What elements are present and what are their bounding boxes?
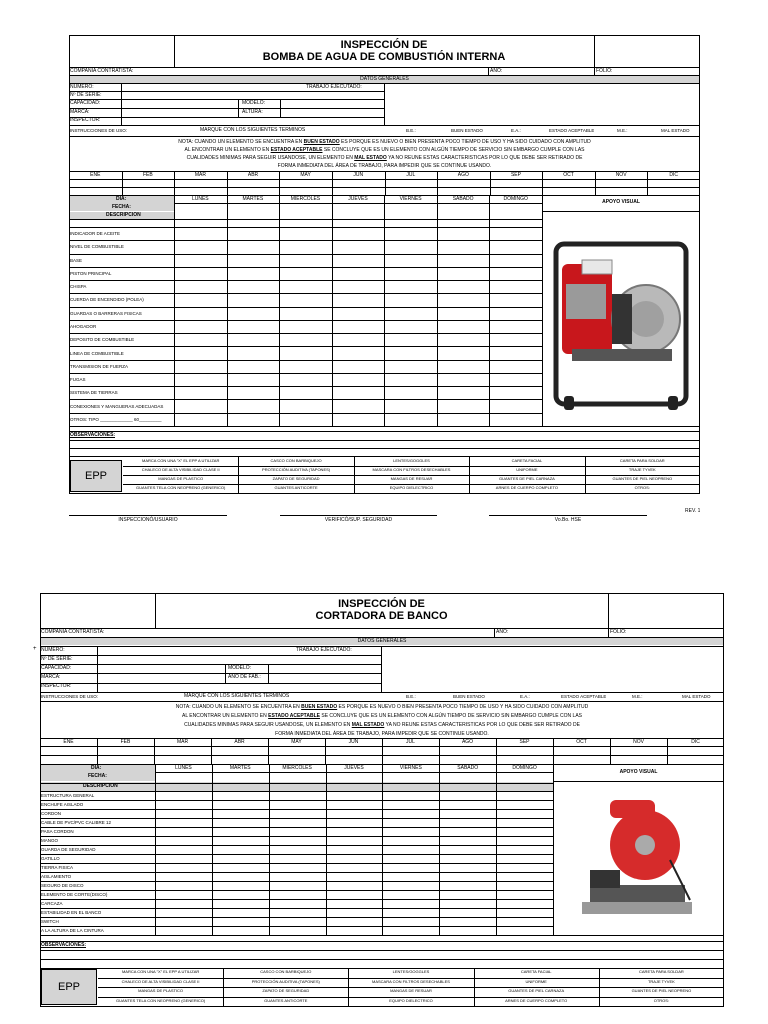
divider [69, 187, 700, 188]
day-label: VIERNES [399, 196, 422, 202]
rev-label: REV. 1 [685, 508, 701, 514]
item-label: DEPOSITO DE COMBUSTIBLE [70, 337, 135, 343]
epp-item: GUANTES DE PIEL NEOPRENO [631, 988, 692, 993]
marca-label: MARCA: [41, 674, 61, 680]
sig-vobo: Vo.Bo. HSE [489, 515, 647, 523]
divider [279, 171, 280, 195]
day-label: SABADO [457, 765, 479, 771]
epp-item: MANGAS DE RESUAR [390, 988, 432, 993]
divider [348, 968, 349, 1006]
day-label: SABADO [452, 196, 474, 202]
divider [69, 346, 542, 347]
epp-item: PROTECCIÓN AUDITIVA (TAPONES) [262, 467, 331, 472]
month-label: MAY [291, 739, 302, 745]
divider [496, 738, 497, 764]
day-label: VIERNES [399, 765, 422, 771]
stray-mark: + [33, 646, 37, 652]
epp-item: LENTES/GOGGLES [393, 458, 430, 463]
altura-label: ALTURA: [242, 109, 263, 115]
legend-be: B.E.: [406, 128, 416, 133]
marque-label: MARQUE CON LOS SIGUIENTES TERMINOS [184, 693, 290, 699]
legend-buen: BUEN ESTADO [451, 128, 483, 133]
modelo-label: MODELO: [242, 100, 266, 106]
divider [212, 764, 213, 935]
descripcion-label: DESCRIPCIÓN [106, 212, 141, 218]
divider [69, 399, 542, 400]
divider [155, 764, 156, 935]
item-label: NIVEL DE COMBUSTIBLE [70, 244, 124, 250]
month-label: SEP [510, 172, 521, 178]
month-label: MAR [194, 172, 206, 178]
epp-item: ZAPATO DE SEGURIDAD [262, 988, 310, 993]
legend-me: M.E.: [632, 694, 643, 699]
fecha-label: FECHA: [88, 773, 107, 779]
item-label: ELEMENTO DE CORTE(DISCO) [41, 892, 108, 897]
year-label: AÑO: [490, 68, 503, 74]
epp-item: CASCO CON BARBIQUEJO [260, 969, 312, 974]
divider [332, 171, 333, 195]
day-label: JUEVES [344, 765, 364, 771]
month-label: SEP [519, 739, 530, 745]
divider [154, 738, 155, 764]
divider [332, 195, 333, 426]
divider [238, 457, 239, 493]
divider [469, 457, 470, 493]
item-label: ENCHUFE AISLADO [41, 802, 84, 807]
month-label: FEB [143, 172, 153, 178]
months-row [40, 738, 724, 764]
divider [69, 293, 542, 294]
legend-mal: MAL ESTADO [661, 128, 690, 133]
epp-item: MARCA CON UNA "X" EL EPP A UTILIZAR [121, 969, 200, 974]
item-label: CARCAZA [41, 901, 63, 906]
instr-label: INSTRUCCIONES DE USO: [70, 128, 128, 133]
divider [325, 738, 326, 764]
month-label: JUL [406, 739, 415, 745]
item-label: SWITCH [41, 919, 59, 924]
epp-item: CASCO CON BARBIQUEJO [270, 458, 322, 463]
epp-item: LENTES/GOGGLES [392, 969, 430, 974]
divider [69, 307, 542, 308]
epp-table [98, 968, 724, 1006]
epp-item: EQUIPO DIELECTRICO [389, 997, 433, 1003]
epp-item: GUANTES ANTICORTE [264, 997, 308, 1003]
divider [326, 764, 327, 935]
trabajo-label: TRABAJO EJECUTADO: [296, 647, 352, 653]
month-label: OCT [576, 739, 587, 745]
epp-item: TRAJE TYVEK [647, 978, 675, 984]
month-label: NOV [633, 739, 644, 745]
serie-label: Nº DE SERIE: [70, 92, 102, 98]
month-label: MAR [176, 739, 189, 745]
item-label: MANGO [41, 838, 59, 843]
item-label: CHISPA [70, 284, 87, 290]
trabajo-label: TRABAJO EJECUTADO: [306, 84, 362, 90]
instr-label: INSTRUCCIONES DE USO: [41, 694, 99, 699]
legend-me: M.E.: [617, 128, 628, 133]
divider [599, 968, 600, 1006]
fecha-label: FECHA: [112, 204, 131, 210]
numero-label: NUMERO: [70, 84, 94, 90]
legend-aceptable: ESTADO ACEPTABLE [549, 128, 595, 133]
apoyo-label: APOYO VISUAL [602, 199, 640, 205]
epp-badge: EPP [70, 460, 122, 492]
divider [474, 968, 475, 1006]
divider [69, 219, 542, 220]
divider [439, 738, 440, 764]
day-label: DOMINGO [503, 196, 528, 202]
legend-ea: E.A.: [511, 128, 521, 133]
epp-item: GUANTES ANTICORTE [274, 485, 318, 490]
form-title: INSPECCIÓN DE CORTADORA DE BANCO [315, 598, 448, 622]
nota-text: NOTA: CUANDO UN ELEMENTO SE ENCUENTRA EN BUEN ESTADO ES PORQUE ES NUEVO O BIEN PRESENTA POCO TIEMPO DE USO Y HA SIDO CUIDADO CON AMPLITUD AL ENCONTRAR UN ELEMENTO EN ESTADO ACEPTABLE SE CONCLUYE QUE ES UN ELEMENTO CON ALGÚN TIEMPO DE SERVICIO SIN EMBARGO CUMPLE CON LAS CUALIDADES MINIMAS PARA SEGUIR USANDOSE, UN ELEMENTO EN MAL ESTADO YA NO REUNE ESTAS CARACTERISTICAS POR LO QUE DEBE SER RETIRADO DE FORMA INMEDIATA DEL ÁREA DE TRABAJO, PARA IMPEDIR QUE SE CONTINUE USANDO. [178, 139, 591, 169]
inspector-label: INSPECTOR: [41, 683, 72, 689]
datos-generales: DATOS GENERALES [360, 76, 409, 82]
ano-fab-label: AÑO DE FAB.: [228, 674, 261, 680]
nota-text: NOTA: CUANDO UN ELEMENTO SE ENCUENTRA EN BUEN ESTADO ES PORQUE ES NUEVO O BIEN PRESENTA POCO TIEMPO DE USO Y HA SIDO CUIDADO CON AMPLITUD AL ENCONTRAR UN ELEMENTO EN ESTADO ACEPTABLE SE CONCLUYE QUE ES UN ELEMENTO CON ALGÚN TIEMPO DE SERVICIO SIN EMBARGO CUMPLE CON LAS CUALIDADES MINIMAS PARA SEGUIR USANDOSE, UN ELEMENTO EN MAL ESTADO YA NO REUNE ESTAS CARACTERISTICAS POR LO QUE DEBE SER RETIRADO DE FORMA INMEDIATA DEL ÁREA DE TRABAJO, PARA IMPEDIR QUE SE CONTINUE USANDO. [175, 704, 589, 737]
item-label: GATILLO [41, 856, 60, 861]
sig-inspecciono: INSPECCIONÓ/USUARIO [69, 515, 227, 523]
month-label: MAY [300, 172, 311, 178]
item-label: TRANSMISION DE FUERZA [70, 363, 129, 369]
item-label: CUERDA DE ENCENDIDO (POLEA) [70, 297, 144, 303]
divider [69, 320, 542, 321]
epp-item: ARNES DE CUERPO COMPLETO [495, 485, 558, 490]
epp-badge: EPP [41, 969, 97, 1005]
day-label: MARTES [242, 196, 264, 202]
month-label: ABR [234, 739, 245, 745]
epp-item: CARETA PARA SOLDAR [619, 458, 665, 463]
divider [269, 764, 270, 935]
capacidad-label: CAPACIDAD: [41, 665, 72, 671]
epp-item: CHALECO DE ALTA VISIBILIDAD CLASE II [141, 467, 220, 472]
divider [69, 254, 542, 255]
item-label: GUARDAS O BARRERAS FISICAS [70, 310, 142, 316]
divider [496, 764, 497, 935]
divider [437, 195, 438, 426]
modelo-label: MODELO: [228, 665, 252, 671]
month-label: OCT [563, 172, 574, 178]
divider [585, 457, 586, 493]
item-label: GUARDA DE SEGURIDAD [41, 847, 96, 852]
divider [227, 171, 228, 195]
folio-label: FOLIO: [596, 68, 613, 74]
month-label: FEB [120, 739, 131, 745]
epp-item: GUANTES TELA CON NEOPRENO (GENERICO) [115, 997, 206, 1003]
legend-buen: BUEN ESTADO [453, 694, 485, 699]
epp-item: GUANTES DE PIEL CARNAZA [508, 988, 565, 993]
divider [174, 203, 542, 204]
divider [667, 738, 668, 764]
divider [553, 738, 554, 764]
item-label: PASA CORDON [41, 829, 74, 834]
item-label: CABLE DE PVC/PVC CALIBRE 12 [41, 820, 112, 825]
sig-verifico: VERIFICÓ/SUP. SEGURIDAD [280, 515, 437, 523]
divider [542, 171, 543, 195]
item-label: CONEXIONES Y MANGUERAS ADECUADAS [70, 403, 164, 409]
item-label: TIERRA FISICA [41, 865, 74, 870]
day-label: DOMINGO [512, 765, 537, 771]
epp-item: MANGAS DE PLASTICO [138, 988, 184, 993]
divider [69, 267, 542, 268]
bench-cutter-image [570, 790, 700, 925]
dia-label: DIA: [116, 196, 127, 202]
marca-label: MARCA: [70, 109, 90, 115]
month-label: NOV [615, 172, 627, 178]
divider [223, 968, 224, 1006]
divider [174, 195, 175, 426]
month-label: ENE [63, 739, 74, 745]
datos-generales: DATOS GENERALES [357, 638, 407, 644]
month-label: JUN [353, 172, 364, 178]
divider [385, 171, 386, 195]
divider [69, 413, 542, 414]
divider [69, 373, 542, 374]
item-label: OTROS: TIPO _____________ 60_________ [70, 416, 162, 422]
divider [97, 738, 98, 764]
water-pump-image [552, 224, 690, 414]
divider [439, 764, 440, 935]
inspector-label: INSPECTOR: [70, 117, 101, 123]
serie-label: Nº DE SERIE: [41, 656, 73, 662]
divider [354, 457, 355, 493]
day-label: MARTES [229, 765, 251, 771]
inspection-grid [69, 195, 542, 426]
descripcion-label: DESCRIPCIÓN [83, 783, 118, 789]
month-label: JUL [406, 172, 416, 178]
divider [647, 171, 648, 195]
item-label: ESTABILIDAD EN EL BANCO [41, 910, 102, 915]
divider [69, 179, 700, 180]
epp-item: MASCARA CON FILTROS DESECHABLES [372, 467, 451, 472]
epp-table [123, 457, 700, 493]
divider [227, 195, 228, 426]
legend-aceptable: ESTADO ACEPTABLE [561, 694, 607, 699]
epp-item: GUANTES DE PIEL CARNAZA [498, 476, 555, 481]
item-label: FUGAS [70, 377, 86, 383]
legend-mal: MAL ESTADO [682, 694, 711, 699]
epp-item: GUANTES DE PIEL NEOPRENO [612, 476, 673, 481]
item-label: CORDON [41, 811, 61, 816]
divider [69, 360, 542, 361]
divider [155, 772, 553, 773]
apoyo-label: APOYO VISUAL [619, 769, 658, 775]
marque-label: MARQUE CON LOS SIGUIENTES TERMINOS [200, 127, 306, 133]
epp-item: ARNES DE CUERPO COMPLETO [505, 997, 568, 1003]
dia-label: DIA: [91, 765, 102, 771]
divider [69, 240, 542, 241]
divider [437, 171, 438, 195]
epp-item: OTROS: [634, 485, 650, 490]
epp-item: MARCA CON UNA "X" EL EPP A UTILIZAR [142, 458, 220, 463]
divider [382, 764, 383, 935]
day-label: MIERCOLES [282, 765, 312, 771]
month-label: DIC [691, 739, 700, 745]
month-label: JUN [348, 739, 359, 745]
divider [40, 746, 724, 747]
month-label: AGO [461, 739, 474, 745]
legend-be: B.E.: [406, 694, 416, 699]
epp-item: CARETA FACIAL [520, 969, 552, 974]
epp-item: UNIFORME [525, 978, 547, 984]
folio-label: FOLIO: [610, 629, 627, 635]
day-label: MIERCOLES [290, 196, 321, 202]
divider [40, 755, 724, 756]
item-label: AHOGADOR [70, 324, 97, 329]
divider [490, 171, 491, 195]
epp-item: MASCARA CON FILTROS DESECHABLES [372, 978, 450, 984]
epp-item: MANGAS DE PLASTICO [158, 476, 204, 481]
item-label: SEGURO DE DISCO [41, 883, 84, 888]
epp-item: TRAJE TYVEK [628, 467, 656, 472]
epp-item: CHALECO DE ALTA VISIBILIDAD CLASE II [121, 978, 200, 984]
divider [268, 738, 269, 764]
divider [69, 333, 542, 334]
epp-item: MANGAS DE RESUAR [390, 476, 433, 481]
epp-item: PROTECCIÓN AUDITIVA (TAPONES) [251, 978, 320, 984]
day-label: JUEVES [348, 196, 368, 202]
epp-item: ZAPATO DE SEGURIDAD [272, 476, 320, 481]
year-label: AÑO: [496, 629, 509, 635]
company-label: COMPAÑÍA CONTRATISTA: [70, 68, 134, 74]
divider [174, 171, 175, 195]
observaciones-label: OBSERVACIONES: [70, 432, 116, 438]
month-label: ENE [90, 172, 101, 178]
capacidad-label: CAPACIDAD: [70, 100, 101, 106]
epp-item: EQUIPO DIELECTRICO [389, 485, 434, 490]
divider [211, 738, 212, 764]
observaciones-label: OBSERVACIONES: [41, 942, 87, 948]
months-row [69, 171, 700, 195]
month-label: AGO [457, 172, 469, 178]
epp-item: CARETA PARA SOLDAR [639, 969, 684, 974]
divider [384, 195, 385, 426]
day-label: LUNES [175, 765, 192, 771]
form-title: INSPECCIÓN DE BOMBA DE AGUA DE COMBUSTIÓN INTERNA [262, 39, 506, 63]
divider [69, 280, 542, 281]
inspection-grid [40, 764, 553, 935]
divider [489, 195, 490, 426]
day-label: LUNES [191, 196, 209, 202]
epp-item: CARETA FACIAL [511, 458, 543, 463]
divider [595, 171, 596, 195]
item-label: LINEA DE COMBUSTIBLE [70, 350, 124, 356]
epp-item: GUANTES TELA CON NEOPRENO (GENERICO) [136, 485, 226, 490]
item-label: INDICADOR DE ACEITE [70, 231, 121, 237]
company-label: COMPAÑÍA CONTRATISTA: [41, 629, 105, 635]
divider [382, 738, 383, 764]
epp-item: UNIFORME [516, 467, 538, 472]
month-label: ABR [247, 172, 259, 178]
item-label: BASE [70, 257, 83, 263]
divider [69, 386, 542, 387]
numero-label: NUMERO: [41, 647, 65, 653]
divider [122, 171, 123, 195]
legend-ea: E.A.: [520, 694, 530, 699]
divider [279, 195, 280, 426]
divider [610, 738, 611, 764]
item-label: A LA ALTURA DE LA CINTURA [41, 928, 104, 933]
divider [69, 227, 542, 228]
item-label: AISLAMIENTO [41, 874, 72, 879]
item-label: PISTON PRINCIPAL [70, 270, 112, 276]
month-label: DIC [669, 172, 678, 178]
divider [40, 783, 553, 784]
item-label: ESTRUCTURA GENERAL [41, 793, 95, 798]
item-label: SISTEMA DE TIERRAS [70, 390, 118, 396]
epp-item: OTROS: [653, 997, 670, 1003]
